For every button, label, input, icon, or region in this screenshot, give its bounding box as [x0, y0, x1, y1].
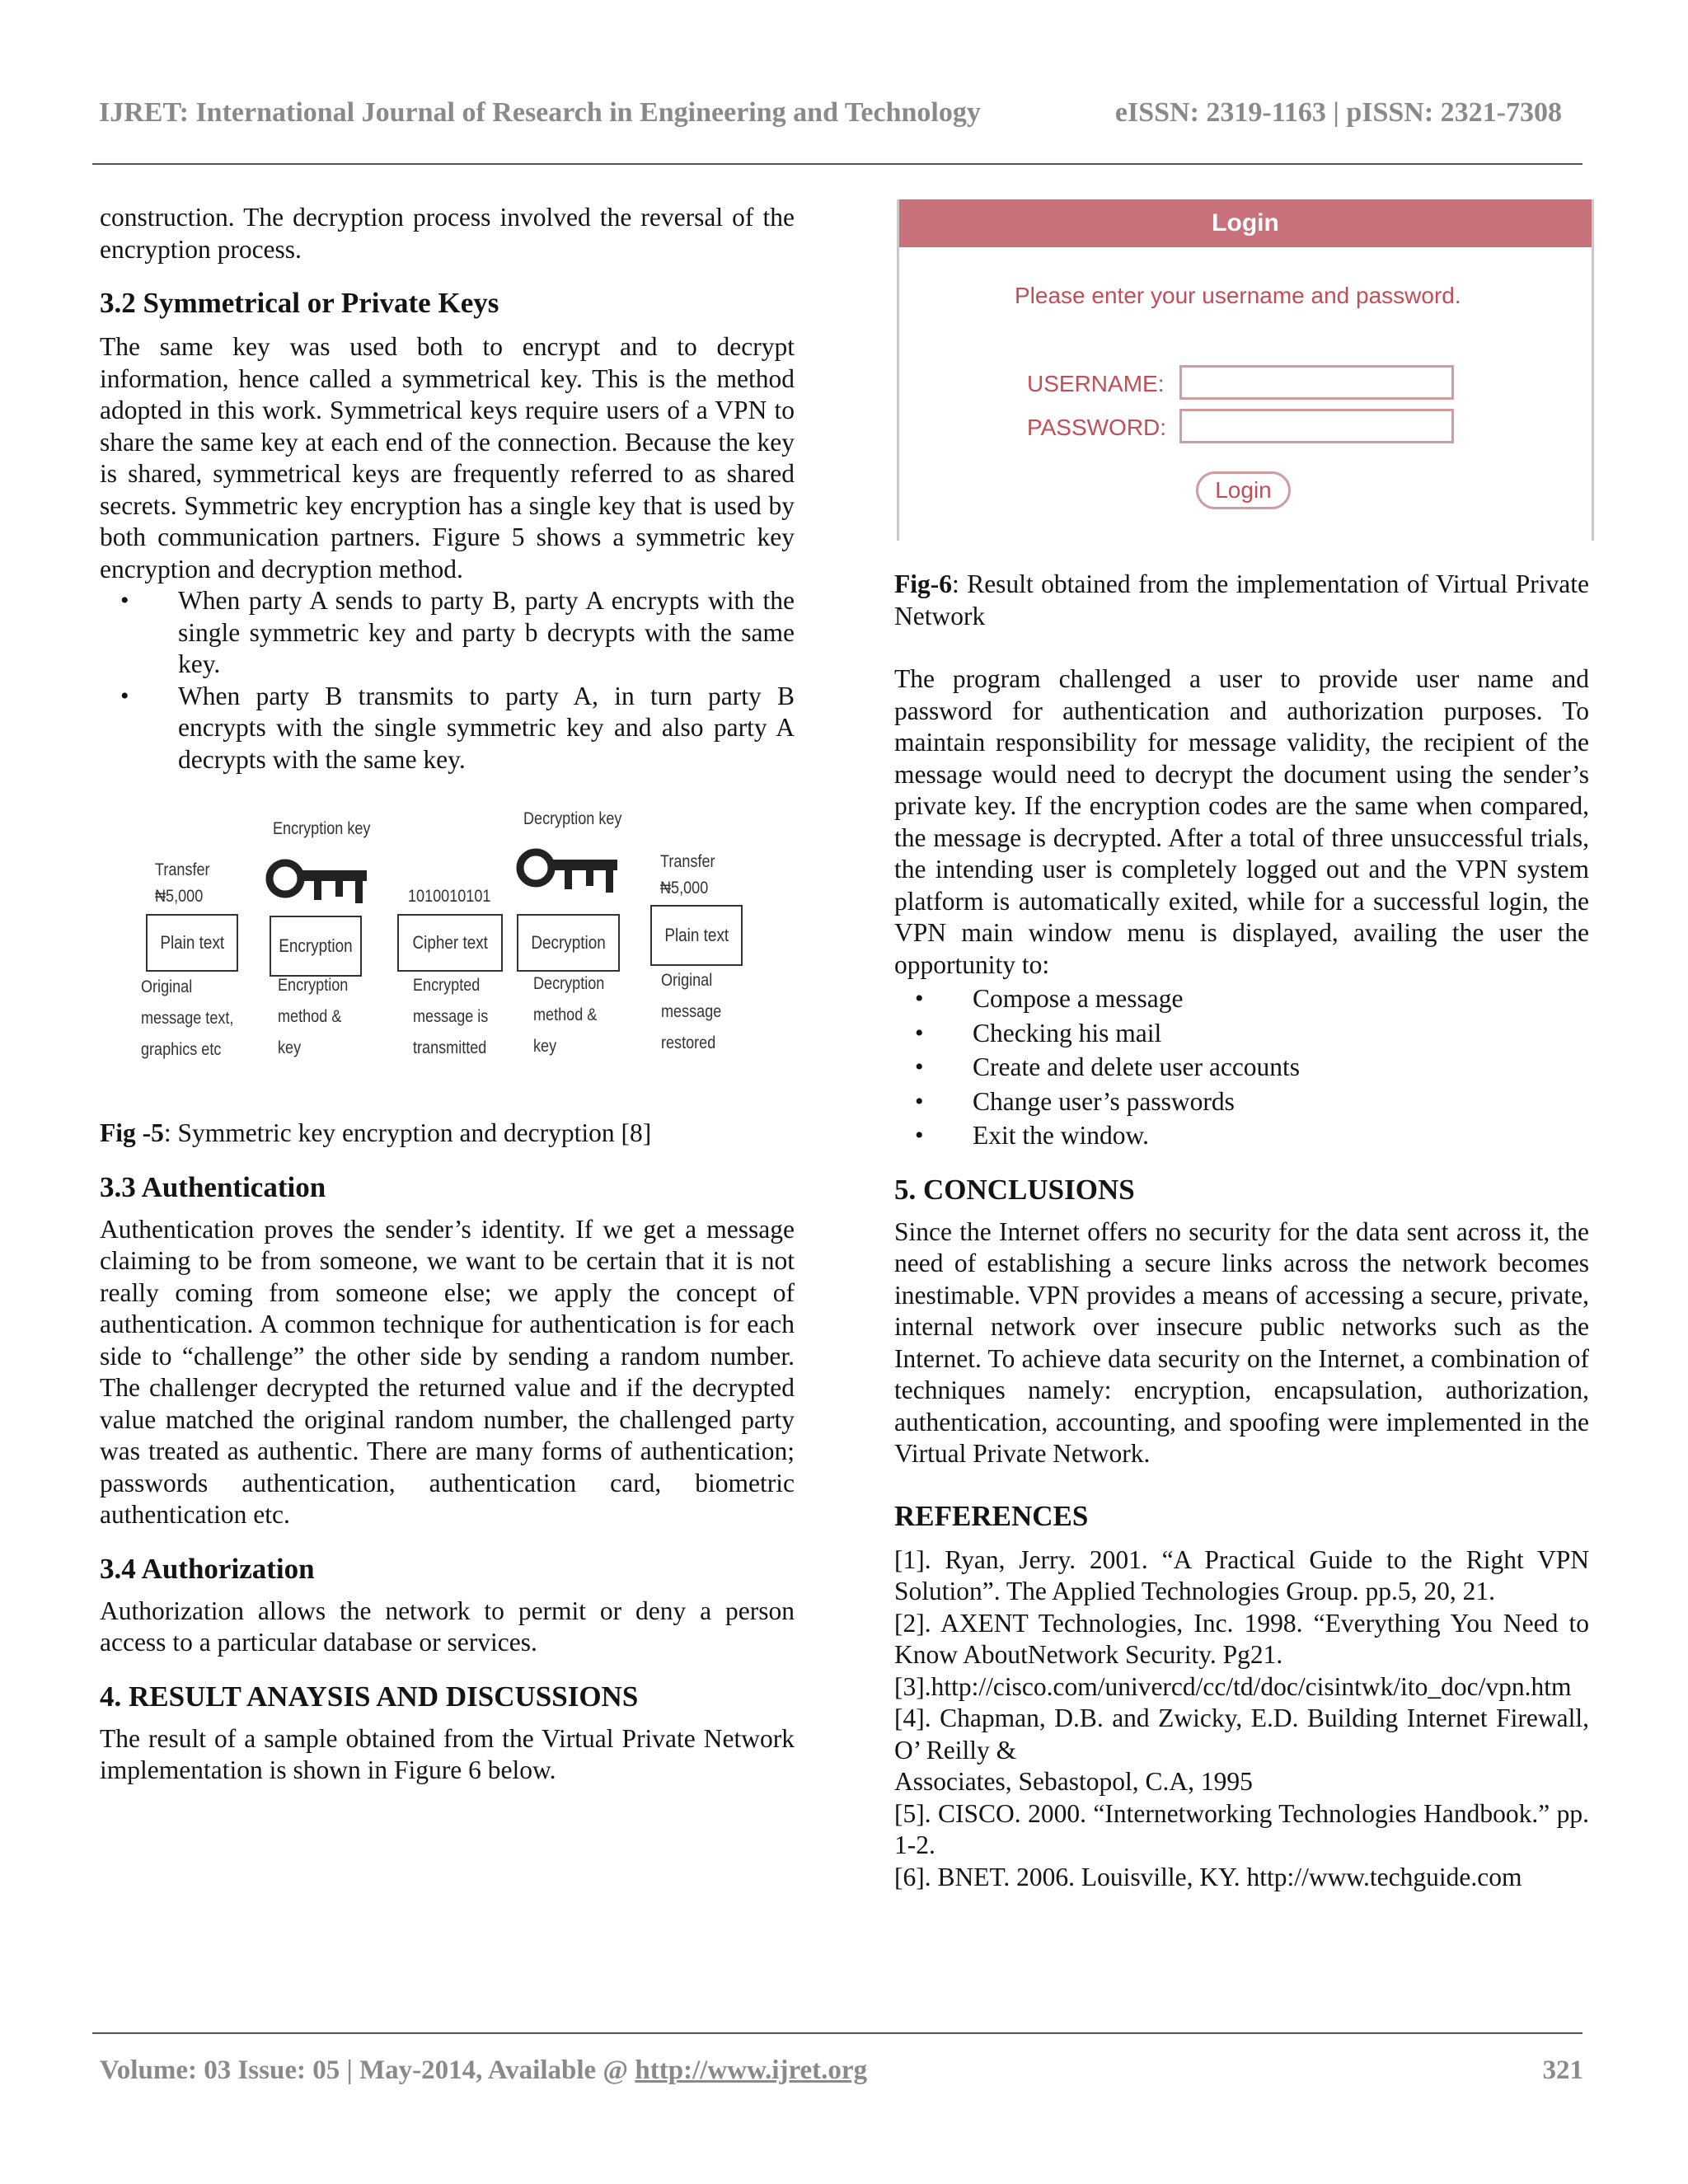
plain-text-box: Plain text	[146, 914, 238, 972]
desc-line: method &	[278, 1007, 342, 1026]
encryption-key-label: Encryption key	[273, 819, 371, 838]
encryption-key-icon	[265, 846, 372, 912]
intro-paragraph: construction. The decryption process involved the reversal of the encryption process.	[100, 203, 795, 264]
desc-line: restored	[661, 1033, 716, 1052]
figure-5-caption: Fig -5: Symmetric key encryption and decryption [8]	[100, 1118, 652, 1147]
section-3-2-title: 3.2 Symmetrical or Private Keys	[100, 287, 499, 319]
reference-item: [5]. CISCO. 2000. “Internetworking Technologies Handbook.” pp. 1-2.	[894, 1798, 1589, 1859]
references-title: REFERENCES	[894, 1499, 1089, 1532]
list-item: • Change user’s passwords	[894, 1086, 1589, 1118]
section-3-2-body: The same key was used both to encrypt and to decrypt information, hence called a symmetrical key. This is the method adopted in this work. Symmetrical keys require users of a VPN to share the same key at each end of the connection. Because the key is shared, symmetrical keys are frequently referred to as shared secrets. Symmetric key encryption has a single key that is used by both communication partners. Figure 5 shows a symmetric key encryption and decryption method.	[100, 332, 795, 583]
desc-line: Encryption	[278, 976, 349, 995]
list-item: • When party B transmits to party A, in turn party B encrypts with the single symmetric key and also party A decrypts with the same key.	[100, 681, 795, 776]
journal-name: IJRET: International Journal of Research in Engineering and Technology	[99, 97, 981, 128]
amount-left: ₦5,000	[155, 887, 204, 906]
footer-rule	[92, 2032, 1582, 2034]
plain-text-box-restored: Plain text	[650, 905, 743, 966]
password-label: PASSWORD:	[1027, 415, 1167, 440]
cipher-text-box: Cipher text	[397, 914, 503, 972]
amount-right: ₦5,000	[660, 879, 709, 898]
desc-line: message text,	[141, 1009, 234, 1028]
volume-info: Volume: 03 Issue: 05 | May-2014, Available @ http://www.ijret.org	[100, 2055, 868, 2085]
issn: eISSN: 2319-1163 | pISSN: 2321-7308	[1114, 97, 1562, 128]
reference-item: [1]. Ryan, Jerry. 2001. “A Practical Guide to the Right VPN Solution”. The Applied Technologies Group. pp.5, 20, 21.	[894, 1544, 1589, 1605]
section-4-title: 4. RESULT ANAYSIS AND DISCUSSIONS	[100, 1680, 639, 1713]
transfer-label-left: Transfer	[155, 860, 210, 879]
list-item: • Exit the window.	[894, 1120, 1589, 1152]
login-title-bar: Login	[899, 199, 1592, 247]
section-3-4-body: Authorization allows the network to permit or deny a person access to a particular database or services.	[100, 1596, 795, 1657]
figure-5-diagram	[100, 808, 795, 1155]
desc-line: method &	[533, 1005, 598, 1024]
journal-link[interactable]: http://www.ijret.org	[635, 2055, 868, 2085]
reference-item: Associates, Sebastopol, C.A, 1995	[894, 1767, 1253, 1796]
username-input[interactable]	[1179, 365, 1454, 400]
transfer-label-right: Transfer	[660, 852, 715, 871]
list-item: • Checking his mail	[894, 1018, 1589, 1050]
page-number: 321	[1542, 2055, 1583, 2085]
desc-line: key	[533, 1037, 557, 1056]
list-item: • When party A sends to party B, party A encrypts with the single symmetric key and party b decrypts with the same key.	[100, 585, 795, 681]
login-button[interactable]: Login	[1196, 471, 1291, 509]
encryption-box: Encryption	[270, 916, 362, 977]
list-item: • Compose a message	[894, 983, 1589, 1015]
decryption-key-label: Decryption key	[523, 809, 622, 828]
desc-line: message is	[413, 1007, 489, 1026]
right-column	[894, 199, 1589, 1893]
desc-line: Decryption	[533, 974, 605, 993]
list-item: • Create and delete user accounts	[894, 1052, 1589, 1084]
reference-item: [2]. AXENT Technologies, Inc. 1998. “Everything You Need to Know AboutNetwork Security. Pg21.	[894, 1608, 1589, 1669]
reference-item: [3].http://cisco.com/univercd/cc/td/doc/cisintwk/ito_doc/vpn.htm	[894, 1671, 1572, 1701]
reference-item: [4]. Chapman, D.B. and Zwicky, E.D. Building Internet Firewall, O’ Reilly &	[894, 1704, 1589, 1765]
header-rule	[92, 163, 1582, 165]
desc-line: transmitted	[413, 1038, 487, 1057]
section-3-3-body: Authentication proves the sender’s identity. If we get a message claiming to be from someone, we want to be certain that it is not really coming from someone else; we apply the concept of authentication. A common technique for authentication is for each side to “challenge” the other side by sending a random number. The challenger decrypted the returned value and if the decrypted value matched the original random number, the challenged party was treated as authentic. There are many forms of authentication; passwords authentication, authentication card, biometric authentication etc.	[100, 1214, 795, 1529]
login-prompt: Please enter your username and password.	[1015, 283, 1461, 308]
section-4-body: The result of a sample obtained from the Virtual Private Network implementation is shown in Figure 6 below.	[100, 1723, 795, 1784]
password-input[interactable]	[1179, 409, 1454, 443]
figure-6-login-screenshot	[897, 199, 1594, 541]
figure-6-caption: Fig-6: Result obtained from the implementation of Virtual Private Network	[894, 569, 1589, 630]
decryption-key-icon	[515, 835, 622, 901]
desc-line: graphics etc	[141, 1040, 222, 1059]
program-paragraph: The program challenged a user to provide user name and password for authentication and authorization purposes. To maintain responsibility for message validity, the recipient of the message would need to decrypt the document using the sender’s private key. If the encryption codes are the same when compared, the message is decrypted. After a total of three unsuccessful trials, the intending user is completely logged out and the VPN system platform is automatically exited, while for a successful login, the VPN main window menu is displayed, availing the user the opportunity to:	[894, 664, 1589, 979]
reference-item: [6]. BNET. 2006. Louisville, KY. http://www.techguide.com	[894, 1862, 1522, 1891]
binary-ciphertext: 1010010101	[408, 887, 491, 906]
left-column	[100, 202, 795, 1787]
decryption-box: Decryption	[517, 914, 620, 972]
username-label: USERNAME:	[1027, 371, 1165, 396]
desc-line: key	[278, 1038, 302, 1057]
section-3-4-title: 3.4 Authorization	[100, 1552, 315, 1585]
desc-line: Encrypted	[413, 976, 481, 995]
desc-line: message	[661, 1002, 722, 1021]
section-5-title: 5. CONCLUSIONS	[894, 1173, 1135, 1206]
menu-options-list	[894, 983, 1589, 1152]
section-3-2-bullets	[100, 585, 795, 776]
section-3-3-title: 3.3 Authentication	[100, 1170, 326, 1203]
desc-line: Original	[661, 971, 713, 990]
desc-line: Original	[141, 977, 193, 996]
section-5-body: Since the Internet offers no security for the data sent across it, the need of establishing a secure links across the network becomes inestimable. VPN provides a means of accessing a secure, private, internal network over insecure public networks such as the Internet. To achieve data security on the Internet, a combination of techniques namely: encryption, encapsulation, authorization, authentication, accounting, and spoofing were implemented in the Virtual Private Network.	[894, 1216, 1589, 1468]
